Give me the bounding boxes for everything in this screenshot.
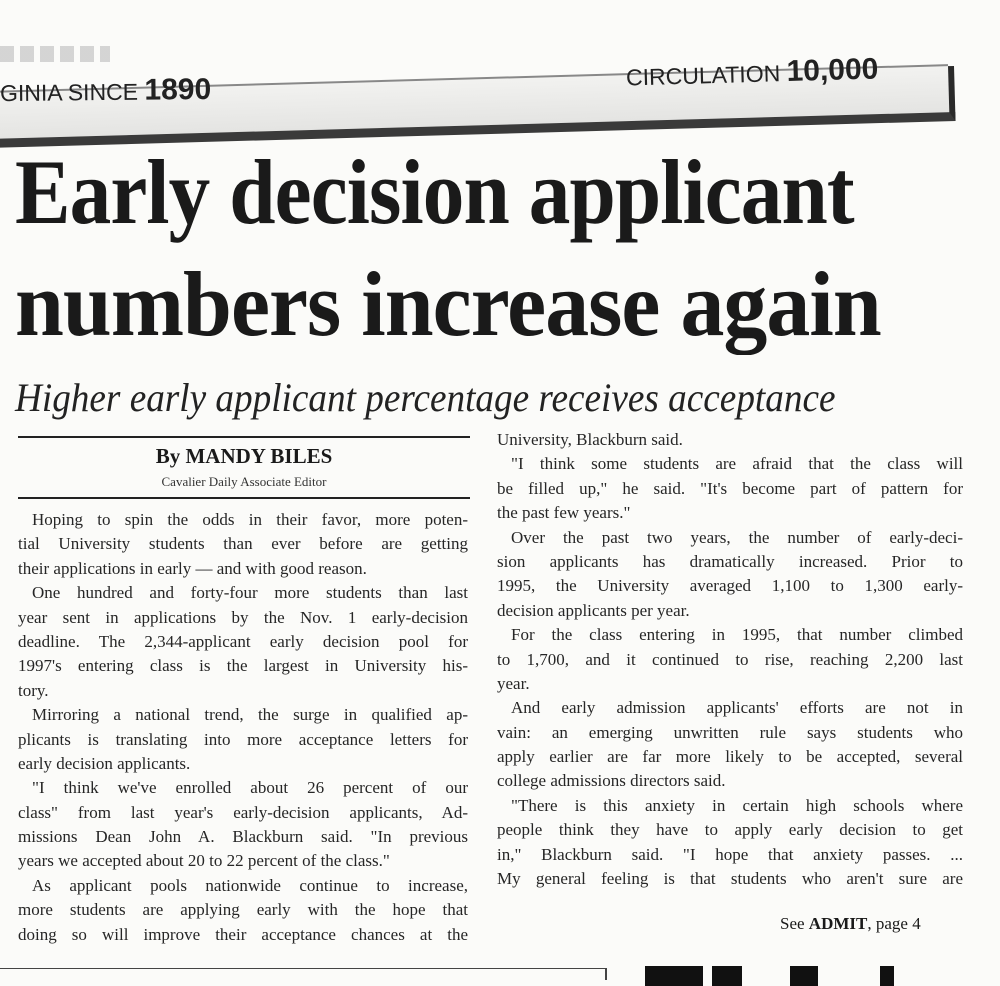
article-line: 1997's entering class is the largest in University his-: [18, 656, 468, 676]
article-line: University, Blackburn said.: [497, 430, 683, 449]
article-line: Over the past two years, the number of early-deci-: [511, 527, 963, 547]
byline-top-rule: [18, 436, 470, 438]
article-line: deadline. The 2,344-applicant early decision pool for: [18, 631, 468, 651]
article-line: "There is this anxiety in certain high schools where: [511, 795, 963, 815]
circulation-label: CIRCULATION: [625, 60, 781, 91]
headline-line-2: numbers increase again: [15, 253, 881, 355]
article-line: plicants is translating into more acceptance letters for: [18, 729, 468, 749]
circulation-number: 10,000: [786, 52, 879, 89]
article-line: missions Dean John A. Blackburn said. "In previous: [18, 827, 468, 847]
article-line: For the class entering in 1995, that number climbed: [511, 625, 963, 645]
article-line: class" from last year's early-decision applicants, Ad-: [18, 802, 468, 822]
article-line: year sent in applications by the Nov. 1 early-decision: [18, 607, 468, 627]
masthead-since-text: GINIA SINCE: [0, 78, 139, 107]
byline-author: By MANDY BILES: [155, 444, 333, 468]
masthead-circulation: [626, 52, 879, 93]
bottom-rule: [0, 968, 605, 969]
article-line: vain: an emerging unwritten rule says students who: [497, 722, 963, 742]
jump-keyword: ADMIT: [808, 914, 868, 933]
article-line: As applicant pools nationwide continue to increase,: [32, 875, 468, 895]
article-line: 1995, the University averaged 1,100 to 1,300 early-: [497, 576, 963, 596]
masthead-year: 1890: [144, 72, 212, 107]
article-line: decision applicants per year.: [497, 600, 690, 620]
article-line: tial University students than ever before are getting: [18, 534, 468, 554]
byline-title: Cavalier Daily Associate Editor: [161, 474, 327, 489]
jump-suffix: , page 4: [867, 914, 921, 933]
article-line: Mirroring a national trend, the surge in qualified ap-: [32, 705, 468, 725]
article-line: to 1,700, and it continued to rise, reaching 2,200 last: [497, 649, 963, 669]
article-line: "I think some students are afraid that the class will: [511, 454, 963, 474]
article-line: apply earlier are far more likely to be accepted, several: [497, 747, 963, 767]
next-headline-fragment: [790, 966, 818, 986]
subheadline: Higher early applicant percentage receives acceptance: [15, 375, 836, 420]
headline-line-1: Early decision applicant: [15, 141, 854, 243]
article-column-right: [497, 428, 963, 891]
article-line: college admissions directors said.: [497, 771, 726, 791]
article-line: doing so will improve their acceptance chances at the: [18, 924, 468, 944]
article-line: be filled up," he said. "It's become part of pattern for: [497, 478, 963, 498]
article-line: My general feeling is that students who aren't sure are: [497, 869, 963, 889]
article-line: in," Blackburn said. "I hope that anxiety passes. ...: [497, 844, 963, 864]
article-line: more students are applying early with the hope that: [18, 900, 468, 920]
article-line: people think they have to apply early decision to get: [497, 820, 963, 840]
article-line: years we accepted about 20 to 22 percent of the class.": [18, 851, 390, 871]
article-line: "I think we've enrolled about 26 percent of our: [32, 778, 468, 798]
article-column-left: [18, 508, 468, 947]
article-line: Hoping to spin the odds in their favor, more poten-: [32, 510, 468, 529]
article-line: tory.: [18, 680, 49, 700]
next-headline-fragment: [645, 966, 703, 986]
bottom-rule-corner: [605, 968, 607, 980]
article-line: early decision applicants.: [18, 753, 191, 773]
article-line: their applications in early — and with good reason.: [18, 558, 367, 578]
jump-prefix: See: [780, 914, 805, 933]
masthead-since: [0, 73, 211, 109]
continuation-note: [780, 914, 921, 934]
article-line: sion applicants has dramatically increased. Prior to: [497, 551, 963, 571]
article-line: year.: [497, 673, 530, 693]
next-headline-fragment: [712, 966, 742, 986]
masthead-logo-fragment: [0, 46, 110, 62]
article-line: And early admission applicants' efforts are not in: [511, 698, 963, 718]
article-line: One hundred and forty-four more students than last: [32, 583, 468, 603]
next-headline-fragment: [880, 966, 894, 986]
byline-bottom-rule: [18, 497, 470, 499]
article-line: the past few years.": [497, 503, 631, 523]
